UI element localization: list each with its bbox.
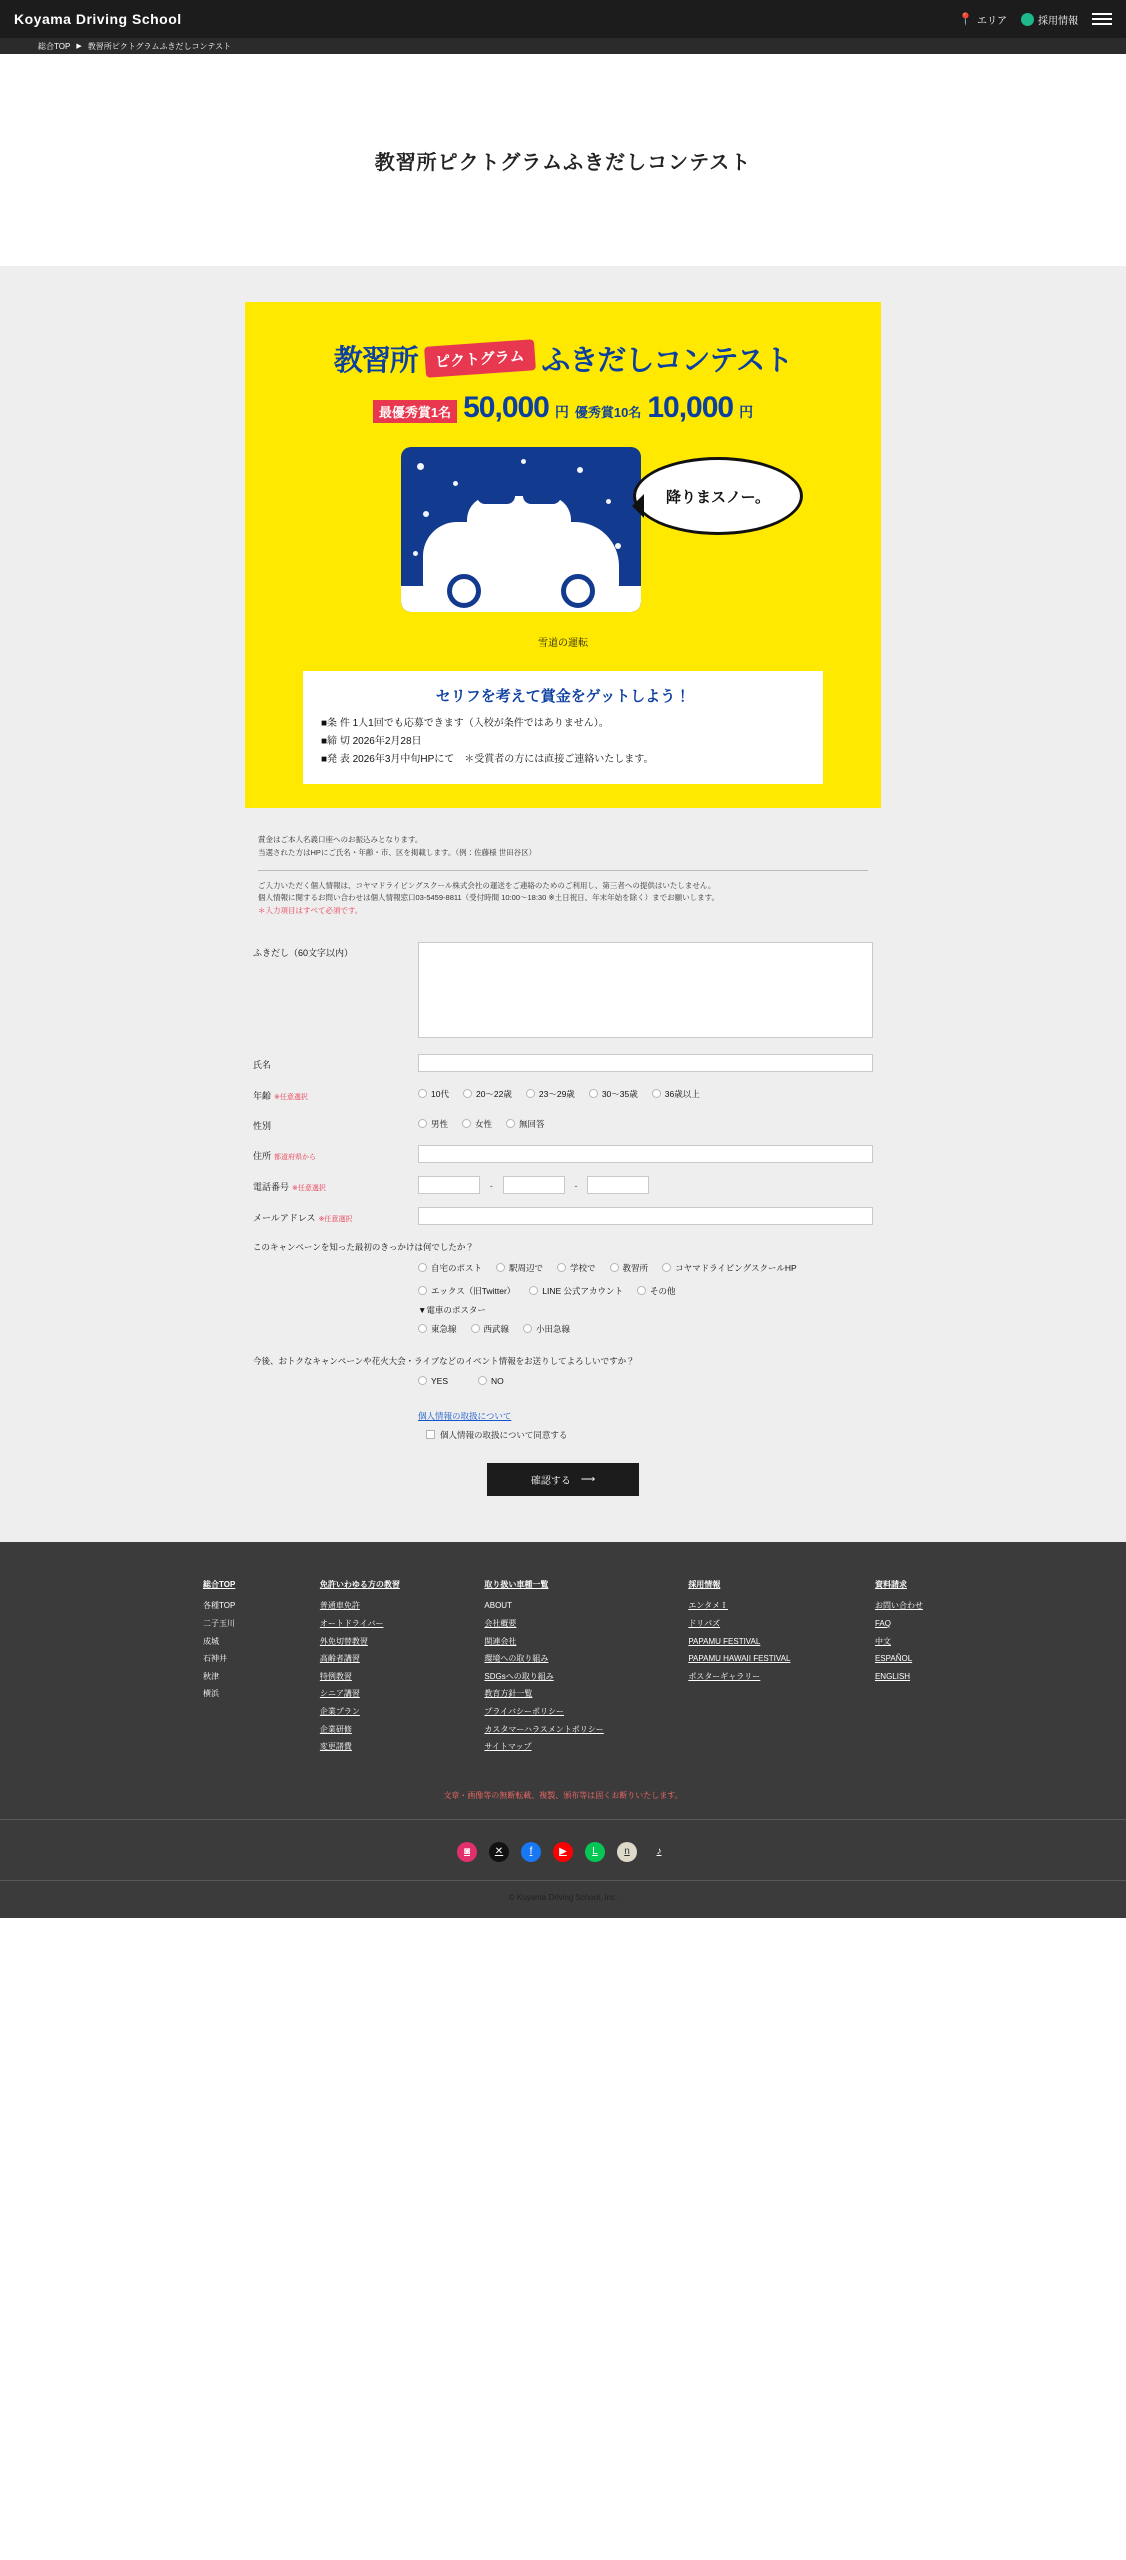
news-question-block — [253, 1355, 873, 1386]
train-option[interactable] — [471, 1323, 510, 1335]
footer-link[interactable]: エンタメＩ — [688, 1601, 728, 1611]
footer-link[interactable]: シニア講習 — [319, 1689, 360, 1699]
privacy-policy-link[interactable]: 個人情報の取扱について — [418, 1410, 512, 1421]
label-name: 氏名 — [253, 1059, 272, 1070]
footer-note: 文章・画像等の無断転載、複製、頒布等は固くお断りいたします。 — [443, 1790, 683, 1800]
radio-icon[interactable] — [418, 1286, 427, 1295]
address-input[interactable] — [418, 1145, 873, 1163]
label-address-text: 住所 — [253, 1150, 272, 1161]
privacy-agree-checkbox[interactable] — [426, 1429, 873, 1441]
label-mail — [253, 1207, 418, 1225]
radio-icon[interactable] — [557, 1263, 566, 1272]
age-option-label: 30～35歳 — [601, 1088, 638, 1099]
page-title-area — [0, 54, 1126, 266]
form-row-address — [253, 1145, 873, 1163]
gender-option[interactable] — [506, 1118, 545, 1130]
gender-radio-group — [418, 1115, 873, 1130]
label-tel — [253, 1176, 418, 1194]
footer-link[interactable]: 企業プラン — [319, 1706, 360, 1716]
recruit-button[interactable] — [1021, 12, 1078, 27]
note-line: ご入力いただく個人情報は、コヤマドライビングスクール株式会社の運送をご連絡のためのご利用し、第三者への提供はいたしません。 — [258, 880, 716, 890]
footer-link[interactable]: 石神井 — [203, 1654, 227, 1664]
footer-link[interactable]: 企業研修 — [319, 1724, 352, 1734]
form-row-gender — [253, 1115, 873, 1132]
source-question-label: このキャンペーンを知った最初のきっかけは何でしたか？ — [253, 1241, 474, 1252]
footer-columns — [203, 1576, 923, 1756]
poster-info-title: セリフを考えて賞金をゲットしよう！ — [435, 688, 691, 705]
age-option[interactable] — [526, 1088, 575, 1100]
page-body — [0, 266, 1126, 1542]
submit-label: 確認する — [530, 1475, 571, 1487]
gender-option[interactable] — [462, 1118, 492, 1130]
source-option-label: 駅周辺で — [509, 1262, 544, 1273]
footer-link[interactable]: サイトマップ — [484, 1742, 532, 1752]
gender-option-label: 女性 — [475, 1118, 493, 1129]
radio-icon[interactable] — [637, 1286, 646, 1295]
submit-button[interactable] — [487, 1463, 639, 1496]
footer-link[interactable]: 高齢者講習 — [319, 1654, 360, 1664]
poster-title-badge: ピクトグラム — [424, 339, 535, 378]
copyright: © Koyama Driving School, Inc. — [0, 1880, 1126, 1918]
label-age — [253, 1085, 418, 1102]
label-mail-text: メールアドレス — [253, 1212, 316, 1223]
footer-link[interactable]: 各種TOP — [203, 1601, 236, 1611]
label-address — [253, 1145, 418, 1163]
news-option-label: NO — [491, 1375, 504, 1386]
age-option-label: 36歳以上 — [664, 1088, 700, 1099]
label-tel-text: 電話番号 — [253, 1181, 290, 1192]
news-option[interactable] — [418, 1376, 448, 1386]
footer-head[interactable]: 資料請求 — [874, 1579, 907, 1589]
location-pin-icon: 📍 — [958, 12, 973, 26]
radio-icon[interactable] — [662, 1263, 671, 1272]
form-row-bubble — [253, 942, 873, 1041]
site-footer — [0, 1542, 1126, 1880]
breadcrumb-separator: ▶ — [76, 43, 82, 50]
poster-prizes — [245, 391, 881, 425]
footer-link[interactable]: 変更諸費 — [319, 1742, 352, 1752]
footer-column-2 — [320, 1576, 400, 1756]
footer-head[interactable]: 総合TOP — [203, 1579, 236, 1589]
radio-icon[interactable] — [526, 1089, 535, 1098]
breadcrumb — [0, 38, 1126, 54]
arrow-right-icon: ⟶ — [580, 1473, 596, 1485]
footer-link[interactable]: ポスターギャラリー — [688, 1671, 761, 1681]
footer-head[interactable]: 免許いわゆる方の教習 — [319, 1579, 400, 1589]
footer-head[interactable]: 取り扱い車種一覧 — [484, 1579, 549, 1589]
mail-input[interactable] — [418, 1207, 873, 1225]
notes-divider — [258, 870, 868, 871]
news-options — [418, 1373, 873, 1386]
radio-icon[interactable] — [418, 1324, 427, 1333]
footer-link[interactable]: 横浜 — [203, 1689, 219, 1699]
campaign-poster — [245, 302, 881, 808]
radio-icon[interactable] — [496, 1263, 505, 1272]
hamburger-icon[interactable] — [1092, 13, 1112, 25]
note-line: 当選された方はHPにご氏名・年齢・市、区を掲載します。（例：佐藤様 世田谷区） — [258, 847, 537, 857]
speech-bubble — [633, 457, 803, 535]
gender-option[interactable] — [418, 1118, 448, 1130]
prize2-yen: 円 — [739, 404, 754, 420]
footer-link[interactable]: 中文 — [874, 1636, 891, 1646]
footer-link[interactable]: 外免切替教習 — [319, 1636, 368, 1646]
source-option[interactable] — [610, 1262, 649, 1274]
source-option-label: 自宅のポスト — [431, 1262, 483, 1273]
source-option-label: コヤマドライビングスクールHP — [675, 1262, 797, 1273]
train-option[interactable] — [523, 1323, 570, 1335]
form-row-age — [253, 1085, 873, 1102]
poster-info-row: ■発 表 2026年3月中旬HPにて ＊受賞者の方には直接ご連絡いたします。 — [321, 754, 654, 765]
tel-input-2[interactable] — [503, 1176, 565, 1194]
checkbox-icon[interactable] — [426, 1430, 435, 1439]
source-option[interactable] — [557, 1262, 596, 1274]
source-option-label: エックス（旧Twitter） — [431, 1285, 516, 1296]
source-option-label: LINE 公式アカウント — [542, 1285, 623, 1296]
source-option[interactable] — [496, 1262, 543, 1274]
footer-link[interactable]: 関連会社 — [484, 1636, 517, 1646]
train-poster-heading: ▼電車のポスター — [418, 1304, 486, 1315]
age-option[interactable] — [418, 1088, 449, 1100]
label-bubble: ふきだし（60文字以内） — [253, 947, 354, 958]
tel-dash: - — [489, 1181, 493, 1192]
label-mail-req: ※任意選択 — [318, 1215, 353, 1223]
train-option[interactable] — [418, 1323, 457, 1335]
x-icon[interactable]: ✕ — [489, 1842, 509, 1862]
age-option-label: 20～22歳 — [475, 1088, 512, 1099]
footer-link[interactable]: 成城 — [203, 1636, 219, 1646]
footer-link[interactable]: 環境への取り組み — [484, 1654, 549, 1664]
footer-link[interactable]: FAQ — [874, 1618, 891, 1628]
line-icon[interactable]: L — [585, 1842, 605, 1862]
label-address-req: 都道府県から — [274, 1153, 317, 1161]
note-line: 賞金はご本人名義口座へのお振込みとなります。 — [258, 835, 423, 844]
submit-area — [253, 1463, 873, 1496]
radio-icon[interactable] — [523, 1324, 532, 1333]
prize2-label: 優秀賞10名 — [574, 405, 642, 420]
source-question-block — [253, 1241, 873, 1335]
area-label: エリア — [977, 15, 1007, 27]
tel-dash: - — [574, 1181, 578, 1192]
radio-icon[interactable] — [462, 1119, 471, 1128]
source-option[interactable] — [637, 1285, 676, 1297]
source-option[interactable] — [418, 1285, 515, 1297]
radio-icon[interactable] — [506, 1119, 515, 1128]
footer-link[interactable]: ドリパズ — [688, 1618, 721, 1628]
campaign-notes — [258, 834, 868, 918]
poster-info-box — [303, 671, 823, 784]
footer-link[interactable]: 教育方針一覧 — [484, 1689, 533, 1699]
footer-link[interactable]: 普通車免許 — [319, 1601, 360, 1611]
person-icon — [1021, 13, 1034, 26]
area-button[interactable] — [958, 12, 1007, 27]
label-tel-req: ※任意選択 — [292, 1184, 326, 1192]
application-form — [253, 942, 873, 1496]
gender-option-label: 無回答 — [519, 1118, 545, 1129]
poster-info-row: ■条 件 1人1回でも応募できます（入校が条件ではありません）。 — [321, 718, 609, 729]
footer-link[interactable]: SDGsへの取り組み — [484, 1671, 554, 1681]
news-option[interactable] — [478, 1376, 504, 1386]
car-icon — [423, 522, 619, 594]
source-option[interactable] — [529, 1285, 623, 1297]
note-icon[interactable]: n — [617, 1842, 637, 1862]
source-option-label: その他 — [649, 1285, 676, 1296]
footer-link[interactable]: カスタマーハラスメントポリシー — [484, 1724, 604, 1734]
poster-info-row: ■締 切 2026年2月28日 — [321, 736, 422, 747]
footer-column-3 — [484, 1576, 603, 1756]
header-actions — [958, 12, 1112, 27]
age-option-label: 23～29歳 — [538, 1088, 575, 1099]
radio-icon[interactable] — [529, 1286, 538, 1295]
footer-link[interactable]: 会社概要 — [484, 1618, 517, 1628]
age-option[interactable] — [652, 1088, 700, 1100]
source-option-label: 教習所 — [622, 1262, 649, 1273]
footer-link[interactable]: 特例教習 — [319, 1671, 352, 1681]
youtube-icon[interactable]: ▶ — [553, 1842, 573, 1862]
poster-title-part1: 教習所 — [333, 345, 418, 377]
breadcrumb-current: 教習所ピクトグラムふきだしコンテスト — [87, 41, 232, 51]
name-input[interactable] — [418, 1054, 873, 1072]
radio-icon[interactable] — [418, 1119, 427, 1128]
speech-bubble-text: 降りまスノー。 — [666, 488, 770, 506]
social-links — [0, 1820, 1126, 1880]
source-options-row2 — [418, 1282, 873, 1297]
recruit-label: 採用情報 — [1038, 15, 1078, 27]
site-header — [0, 0, 1126, 38]
age-option-label: 10代 — [431, 1088, 449, 1099]
age-radio-group — [418, 1085, 873, 1100]
form-row-tel — [253, 1176, 873, 1194]
footer-link[interactable]: 秋津 — [203, 1671, 219, 1681]
privacy-agree-label: 個人情報の取扱について同意する — [440, 1429, 568, 1440]
tel-input-1[interactable] — [418, 1176, 480, 1194]
footer-column-4 — [688, 1576, 790, 1756]
radio-icon[interactable] — [610, 1263, 619, 1272]
footer-link[interactable]: ESPAÑOL — [874, 1654, 913, 1664]
footer-link[interactable]: ABOUT — [484, 1601, 512, 1611]
tiktok-icon[interactable]: ♪ — [649, 1842, 669, 1862]
poster-title-part2: ふきだしコンテスト — [541, 345, 793, 377]
radio-icon[interactable] — [463, 1089, 472, 1098]
radio-icon[interactable] — [471, 1324, 480, 1333]
label-age-text: 年齢 — [253, 1090, 272, 1101]
train-option-label: 西武線 — [483, 1323, 510, 1334]
footer-head[interactable]: 採用情報 — [688, 1579, 721, 1589]
label-age-req: ※任意選択 — [274, 1093, 308, 1101]
prize1-amount: 50,000 — [463, 391, 549, 424]
night-scene-icon — [401, 447, 641, 612]
radio-icon[interactable] — [418, 1376, 427, 1385]
label-gender: 性別 — [253, 1120, 272, 1131]
radio-icon[interactable] — [418, 1263, 427, 1272]
source-options-row1 — [418, 1259, 873, 1274]
footer-link[interactable]: ENGLISH — [874, 1671, 911, 1681]
note-required: ＊入力項目はすべて必須です。 — [258, 906, 363, 915]
radio-icon[interactable] — [418, 1089, 427, 1098]
site-logo[interactable]: Koyama Driving School — [14, 11, 182, 27]
form-row-mail — [253, 1207, 873, 1225]
gender-option-label: 男性 — [431, 1118, 449, 1129]
poster-heading — [245, 338, 881, 379]
train-options — [418, 1320, 873, 1335]
age-option[interactable] — [463, 1088, 512, 1100]
source-option[interactable] — [418, 1262, 482, 1274]
note-line: 個人情報に関するお問い合わせは個人情報窓口03-5459-8811（受付時間 10:00～18:30 ※土日祝日、年末年始を除く）までお願いします。 — [258, 893, 720, 903]
news-question-label: 今後、おトクなキャンペーンや花火大会・ライブなどのイベント情報をお送りしてよろしいですか？ — [253, 1355, 635, 1366]
page-title: 教習所ピクトグラムふきだしコンテスト — [374, 151, 752, 174]
footer-link[interactable]: 二子玉川 — [203, 1618, 235, 1628]
poster-illustration — [323, 447, 803, 622]
prize1-label: 最優秀賞1名 — [373, 400, 457, 423]
footer-column-5 — [875, 1576, 923, 1756]
train-option-label: 東急線 — [431, 1323, 457, 1334]
poster-caption: 雪道の運転 — [538, 638, 588, 649]
footer-link[interactable]: オートドライバー — [319, 1618, 384, 1628]
privacy-block — [253, 1406, 873, 1441]
footer-link[interactable]: プライバシーポリシー — [484, 1706, 565, 1716]
footer-link[interactable]: PAPAMU HAWAII FESTIVAL — [688, 1654, 791, 1664]
tel-input-3[interactable] — [587, 1176, 649, 1194]
age-option[interactable] — [589, 1088, 638, 1100]
footer-link[interactable]: PAPAMU FESTIVAL — [688, 1636, 761, 1646]
footer-column-1 — [203, 1576, 235, 1756]
source-option-label: 学校で — [570, 1262, 596, 1273]
facebook-icon[interactable]: f — [521, 1842, 541, 1862]
news-option-label: YES — [431, 1375, 449, 1386]
bubble-textarea[interactable] — [418, 942, 873, 1038]
footer-link[interactable]: お問い合わせ — [874, 1601, 923, 1611]
prize1-yen: 円 — [554, 404, 569, 420]
radio-icon[interactable] — [478, 1376, 487, 1385]
form-row-name — [253, 1054, 873, 1072]
breadcrumb-home[interactable]: 総合TOP — [38, 41, 71, 51]
instagram-icon[interactable]: ◙ — [457, 1842, 477, 1862]
train-option-label: 小田急線 — [536, 1323, 571, 1334]
source-option[interactable] — [662, 1262, 797, 1274]
radio-icon[interactable] — [589, 1089, 598, 1098]
prize2-amount: 10,000 — [647, 391, 734, 424]
radio-icon[interactable] — [652, 1089, 661, 1098]
